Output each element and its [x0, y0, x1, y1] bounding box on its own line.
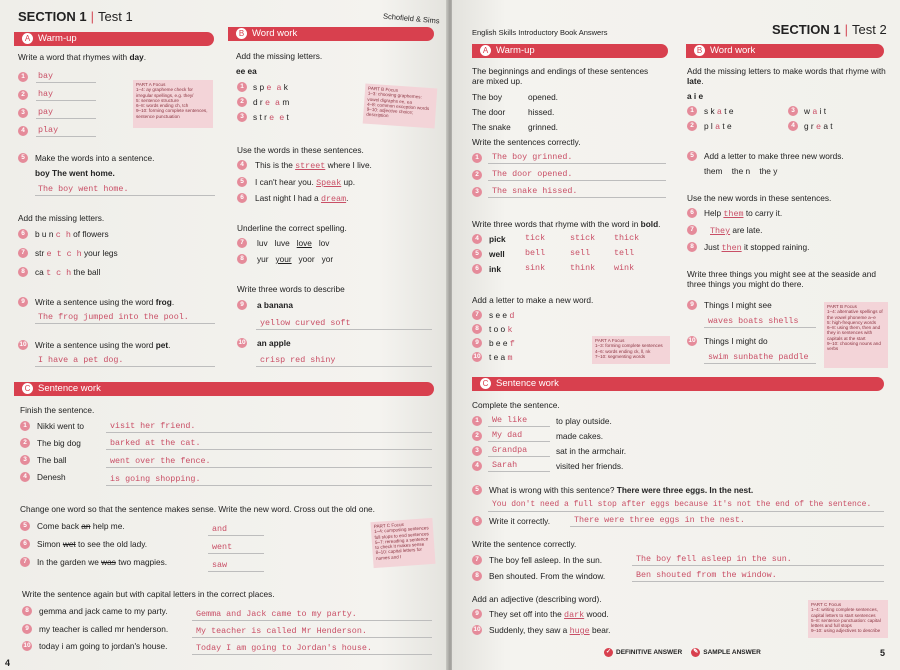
answer-text: sink — [525, 263, 546, 273]
question-number: 4 — [472, 234, 482, 244]
question-stem: Ben shouted. From the window. — [489, 571, 606, 581]
question-number: 9 — [472, 609, 482, 619]
answer-line — [36, 136, 96, 137]
q9-label: a banana — [257, 300, 293, 310]
question-number: 10 — [238, 339, 246, 346]
question-number: 4 — [20, 472, 30, 482]
sentence-ending: hissed. — [528, 107, 555, 117]
question-stem: Nikki went to — [37, 421, 85, 431]
question-number: 5 — [472, 485, 482, 495]
question-number: 4 — [237, 160, 247, 170]
part-a-instruction-4: Add a letter to make a new word. — [472, 295, 594, 305]
question-number: 2 — [237, 97, 247, 107]
answer-line — [704, 363, 816, 364]
answer-text: and — [212, 524, 228, 534]
question-number: 8 — [472, 571, 482, 581]
question-number: 4 — [788, 121, 798, 131]
part-a-instruction-3: Write three words that rhyme with the word in bold. — [472, 219, 661, 229]
answer-line — [488, 180, 666, 181]
answer-line — [106, 432, 432, 433]
answer-text: bell — [525, 248, 546, 258]
q6-instruction: Add the missing letters. — [18, 213, 105, 223]
answer-text: You don't need a full stop after eggs because it's not the end of the sentence. — [492, 500, 872, 509]
part-c-instruction-3: Add an adjective (describing word). — [472, 594, 602, 604]
question-number: 7 — [237, 238, 247, 248]
question-stem: The ball — [37, 455, 67, 465]
answer-text: The door opened. — [492, 169, 573, 179]
part-b-instruction-2: Use the words in these sentences. — [237, 145, 364, 155]
page-number: 5 — [880, 648, 886, 658]
answer-text: The boy grinned. — [492, 152, 573, 162]
answer-line — [192, 637, 432, 638]
part-a-banner: A Warm-up — [472, 44, 668, 58]
part-a-focus-box: PART A Focus 1–4: ay grapheme check for irregular spellings, e.g. they/ 5: sentence structure 6–8: words ending ch, tch 9–10: forming complete sentences, sentence punctuation — [133, 80, 213, 128]
question-number: 2 — [20, 438, 30, 448]
left-page — [0, 0, 448, 670]
question-number: 9 — [237, 300, 247, 310]
test-label: Test 1 — [98, 9, 133, 24]
answer-line — [208, 535, 264, 536]
part-a-banner — [14, 32, 214, 46]
answer-text: Gemma and Jack came to my party. — [196, 609, 357, 619]
question-stem: my teacher is called mr henderson. — [39, 624, 169, 634]
question-number: 1 — [687, 106, 697, 116]
q10-label: Things I might do — [704, 336, 768, 346]
question-number: 6 — [237, 193, 247, 203]
part-c-instruction: Finish the sentence. — [20, 405, 95, 415]
q7-row: They are late. — [710, 225, 763, 236]
question-number: 7 — [687, 225, 697, 235]
answer-line — [488, 441, 550, 442]
question-number: 1 — [20, 421, 30, 431]
bold-word: ink — [489, 264, 501, 274]
question-number: 1 — [472, 416, 482, 426]
part-c-banner: C Sentence work — [472, 377, 884, 391]
question-number: 8 — [22, 606, 32, 616]
question-number: 10 — [473, 353, 481, 360]
part-c-instruction-2: Write the sentence correctly. — [472, 539, 577, 549]
part-b-instruction: Add the missing letters. — [236, 51, 323, 61]
answer-line — [35, 323, 215, 324]
question-stem: today i am going to jordan's house. — [39, 641, 168, 651]
answer-text: crisp red shiny — [260, 355, 336, 365]
answer-text: tell — [614, 248, 635, 258]
q9-label: Things I might see — [704, 300, 772, 310]
question-stem: gemma and jack came to my party. — [39, 606, 168, 616]
q5-instruction: Add a letter to make three new words. — [704, 151, 844, 161]
question-stem: The big dog — [37, 438, 81, 448]
question-number: 3 — [237, 112, 247, 122]
answer-line — [256, 329, 432, 330]
q8-row: ca t c h the ball — [35, 267, 101, 278]
answer-line — [192, 620, 432, 621]
answer-line — [106, 449, 432, 450]
sentence-ending: visited her friends. — [556, 461, 624, 471]
definitive-answer-icon: ✓ — [605, 649, 612, 655]
question-number: 6 — [472, 264, 482, 274]
vowel-options: a i e — [687, 91, 704, 101]
question-number: 7 — [472, 555, 482, 565]
answer-text: is going shopping. — [110, 474, 201, 484]
q6-row: Last night I had a dream. — [255, 193, 349, 204]
sample-answer-icon: ✎ — [693, 649, 699, 655]
answer-text: The boy went home. — [38, 184, 129, 194]
answer-line — [35, 366, 215, 367]
question-number: 5 — [687, 151, 697, 161]
q9-row: b e e f — [489, 338, 515, 349]
answer-line — [488, 471, 550, 472]
answer-text: went over the fence. — [110, 456, 211, 466]
part-b-instruction-3: Underline the correct spelling. — [237, 223, 347, 233]
q2-row: d r e a m — [253, 97, 290, 108]
sentence-ending: sat in the armchair. — [556, 446, 627, 456]
q7-options: luv luve love lov — [257, 238, 330, 248]
answer-text: yellow curved soft — [260, 318, 351, 328]
q7-row: str e t c h your legs — [35, 248, 118, 259]
q2-row: p l a t e — [704, 121, 732, 132]
q5-stem: Come back an help me. — [37, 521, 125, 531]
answer-line — [192, 654, 432, 655]
answer-text: I have a pet dog. — [38, 355, 124, 365]
answer-line — [36, 100, 96, 101]
part-a-instruction-2: Write the sentences correctly. — [472, 137, 581, 147]
answer-text: Sarah — [492, 460, 518, 470]
q6-stem: Simon wet to see the old lady. — [37, 539, 148, 549]
answer-line — [570, 526, 884, 527]
answer-text: visit her friend. — [110, 421, 196, 431]
q8-row: Just then it stopped raining. — [704, 242, 810, 253]
q5-row: I can't hear you. Speak up. — [255, 177, 356, 188]
answer-line — [256, 366, 432, 367]
question-number: 8 — [237, 254, 247, 264]
part-b-banner: B Word work — [228, 27, 434, 41]
grapheme-pair: ee ea — [236, 66, 257, 76]
question-number: 3 — [472, 187, 482, 197]
part-b-instruction-2: Use the new words in these sentences. — [687, 193, 832, 203]
part-b-banner: B Word work — [686, 44, 884, 58]
answer-line — [632, 581, 884, 582]
left-section-heading: SECTION 1 | Test 1 — [18, 9, 133, 24]
question-number: 1 — [472, 153, 482, 163]
publisher-label: Schofield & Sims — [382, 11, 440, 26]
page-number: 4 — [5, 658, 11, 668]
answer-text: tick — [525, 233, 546, 243]
q5-words: them the n the y — [704, 166, 778, 176]
question-number: 2 — [472, 431, 482, 441]
question-number: 9 — [22, 624, 32, 634]
answer-text: hay — [38, 89, 54, 99]
q3-row: w a i t — [804, 106, 827, 117]
answer-text: barked at the cat. — [110, 438, 201, 448]
question-number: 6 — [472, 516, 482, 526]
answer-text: Grandpa — [492, 445, 528, 455]
question-number: 9 — [687, 300, 697, 310]
q4-row: This is the street where I live. — [255, 160, 372, 171]
answer-line — [208, 571, 264, 572]
answer-line — [36, 118, 96, 119]
answer-line — [488, 163, 666, 164]
right-section-heading: SECTION 1 | Test 2 — [772, 22, 887, 37]
question-number: 8 — [18, 267, 28, 277]
q8-row: t o o k — [489, 324, 513, 335]
answer-text: saw — [212, 560, 228, 570]
question-number: 3 — [472, 446, 482, 456]
question-number: 10 — [688, 337, 696, 344]
q4-row: g r e a t — [804, 121, 833, 132]
answer-text: We like — [492, 415, 528, 425]
q5-instruction: Make the words into a sentence. — [35, 153, 155, 163]
question-number: 6 — [687, 208, 697, 218]
question-stem: The boy fell asleep. In the sun. — [489, 555, 603, 565]
answer-text: think — [570, 263, 596, 273]
part-b-instruction-4: Write three words to describe — [237, 284, 345, 294]
question-number: 2 — [687, 121, 697, 131]
book-header: English Skills Introductory Book Answers — [472, 28, 608, 37]
question-number: 1 — [237, 82, 247, 92]
answer-line — [704, 327, 816, 328]
answer-text: My dad — [492, 430, 523, 440]
legend-definitive: DEFINITIVE ANSWER — [616, 649, 683, 657]
question-number: 4 — [472, 461, 482, 471]
question-number: 6 — [20, 539, 30, 549]
answer-text: There were three eggs in the nest. — [574, 515, 745, 525]
question-number: 2 — [18, 90, 28, 100]
answer-line — [106, 485, 432, 486]
q7-row: s e e d — [489, 310, 515, 321]
question-number: 5 — [18, 153, 28, 163]
answer-text: wink — [614, 263, 635, 273]
section-label: SECTION 1 — [772, 22, 841, 37]
answer-line — [632, 565, 884, 566]
q3-row: s t r e e t — [253, 112, 289, 123]
answer-line — [488, 426, 550, 427]
answer-text: The snake hissed. — [492, 186, 578, 196]
sentence-beginning: The snake — [472, 122, 511, 132]
question-number: 3 — [20, 455, 30, 465]
answer-text: sell — [570, 248, 591, 258]
part-letter: A — [22, 33, 33, 44]
question-number: 7 — [472, 310, 482, 320]
part-c-focus-box: PART C Focus 1–4: writing complete sentences, capital letters to start sentences 5–8: sentence punctuation: capital letters and full stops 9–10: using adjectives to describe — [808, 600, 888, 638]
part-b-focus-box: PART B Focus 1–4: alternative spellings of the vowel phoneme a–e 5: high-frequency words 6–8: using them, then and they in sentences with capitals at the start 9–10: choosing nouns and verbs — [824, 302, 888, 368]
part-a-instruction: Write a word that rhymes with day. — [18, 52, 147, 62]
question-number: 5 — [472, 249, 482, 259]
answer-line — [106, 467, 432, 468]
sentence-ending: grinned. — [528, 122, 558, 132]
question-number: 7 — [18, 248, 28, 258]
part-c-instruction: Complete the sentence. — [472, 400, 560, 410]
answer-text: The boy fell asleep in the sun. — [636, 554, 792, 564]
question-number: 7 — [20, 557, 30, 567]
part-a-focus-box: PART A Focus 1–3: forming complete sentences 4–6: words ending ck, ll, nk 7–10: segmenting words — [592, 336, 670, 364]
q5-words: boy The went home. — [35, 168, 115, 178]
q10-instruction: Write a sentence using the word pet. — [35, 340, 171, 350]
answer-line — [488, 511, 884, 512]
question-number: 3 — [18, 108, 28, 118]
answer-legend — [604, 648, 761, 657]
question-number: 4 — [18, 126, 28, 136]
question-number: 10 — [19, 341, 27, 348]
question-number: 9 — [18, 297, 28, 307]
question-number: 10 — [473, 626, 481, 633]
test-label: Test 2 — [852, 22, 887, 37]
sentence-ending: to play outside. — [556, 416, 612, 426]
legend-sample: SAMPLE ANSWER — [703, 649, 761, 657]
part-c-instruction-2: Change one word so that the sentence makes sense. Write the new word. Cross out the old one. — [20, 504, 375, 514]
sentence-beginning: The door — [472, 107, 506, 117]
q10-row: Suddenly, they saw a huge bear. — [489, 625, 611, 636]
question-number: 1 — [18, 72, 28, 82]
answer-text: went — [212, 542, 233, 552]
question-number: 3 — [788, 106, 798, 116]
sentence-beginning: The boy — [472, 92, 502, 102]
q9-instruction: Write a sentence using the word frog. — [35, 297, 175, 307]
answer-text: play — [38, 125, 59, 135]
part-c-focus-box: PART C Focus 1–4: composing sentences full stops to end sentences 5–7: rereading a sentence to check it makes sense 8–10: capital letters for names and I — [370, 518, 435, 568]
question-number: 6 — [18, 229, 28, 239]
answer-line — [488, 456, 550, 457]
answer-text: thick — [614, 233, 640, 243]
answer-text: bay — [38, 71, 54, 81]
q1-row: s p e a k — [253, 82, 288, 93]
answer-text: stick — [570, 233, 596, 243]
q6-row: Help them to carry it. — [704, 208, 783, 219]
q10-row: t e a m — [489, 352, 513, 363]
part-b-instruction-3: Write three things you might see at the seaside and three things you might do there. — [687, 269, 876, 289]
part-a-instruction: The beginnings and endings of these sentences are mixed up. — [472, 66, 649, 86]
answer-text: Ben shouted from the window. — [636, 570, 777, 580]
q5-question: What is wrong with this sentence? There were three eggs. In the nest. — [489, 485, 754, 495]
answer-line — [488, 197, 666, 198]
question-number: 9 — [472, 338, 482, 348]
answer-text: The frog jumped into the pool. — [38, 312, 189, 322]
section-label: SECTION 1 — [18, 9, 87, 24]
part-c-banner: C Sentence work — [14, 382, 434, 396]
answer-line — [36, 82, 96, 83]
q8-options: yur your yoor yor — [257, 254, 334, 264]
q6-row: b u n c h of flowers — [35, 229, 109, 240]
answer-text: pay — [38, 107, 54, 117]
q7-stem: In the garden we was two magpies. — [37, 557, 168, 567]
question-number: 10 — [23, 642, 31, 649]
sentence-ending: made cakes. — [556, 431, 604, 441]
answer-text: swim sunbathe paddle — [708, 352, 809, 362]
part-c-instruction-3: Write the sentence again but with capital letters in the correct places. — [22, 589, 275, 599]
answer-text: Today I am going to Jordan's house. — [196, 643, 372, 653]
question-number: 5 — [237, 177, 247, 187]
answer-line — [35, 195, 215, 196]
q6-instruction: Write it correctly. — [489, 516, 551, 526]
question-stem: Denesh — [37, 472, 66, 482]
right-page — [452, 0, 900, 670]
answer-line — [208, 553, 264, 554]
question-number: 8 — [687, 242, 697, 252]
sentence-ending: opened. — [528, 92, 558, 102]
q10-label: an apple — [257, 338, 291, 348]
part-b-focus-box: PART B Focus 1–3: choosing graphemes: vowel digraphs ee, ea 4–8: common exception words 9–10: adjective choice; description — [363, 84, 438, 129]
part-title: Warm-up — [38, 33, 77, 44]
part-b-instruction: Add the missing letters to make words that rhyme with late. — [687, 66, 886, 86]
bold-word: well — [489, 249, 505, 259]
question-number: 2 — [472, 170, 482, 180]
answer-text: My teacher is called Mr Henderson. — [196, 626, 367, 636]
q9-row: They set off into the dark wood. — [489, 609, 609, 620]
question-number: 5 — [20, 521, 30, 531]
question-number: 8 — [472, 324, 482, 334]
answer-text: waves boats shells — [708, 316, 799, 326]
q1-row: s k a t e — [704, 106, 734, 117]
bold-word: pick — [489, 234, 506, 244]
